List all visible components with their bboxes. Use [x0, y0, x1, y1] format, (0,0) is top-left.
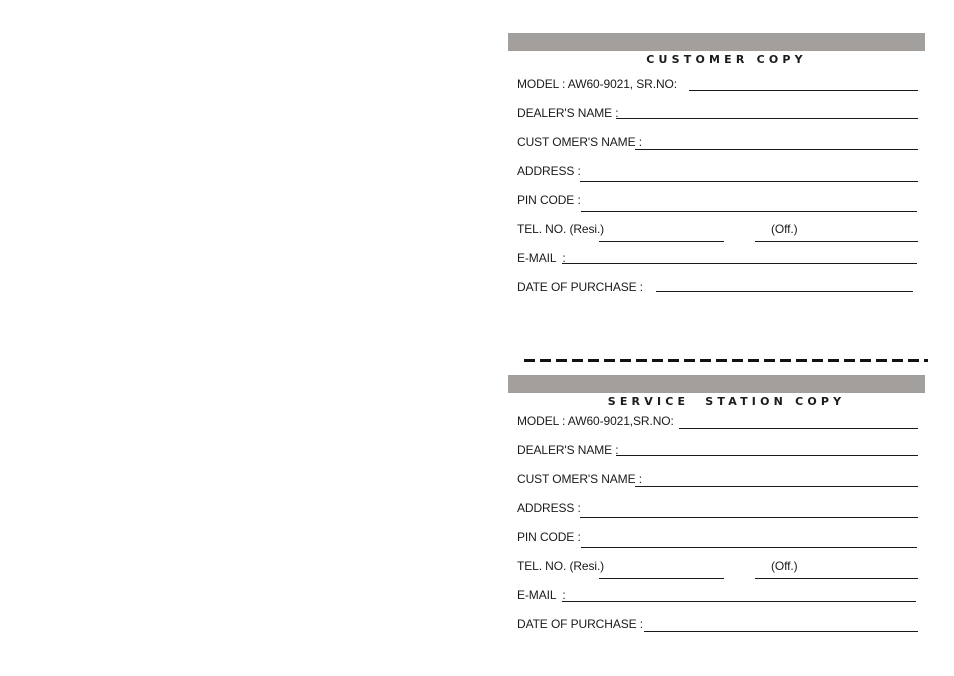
customer-name-row — [517, 134, 919, 150]
service-station-copy-banner — [508, 375, 925, 408]
customer-date-label: DATE OF PURCHASE : — [517, 280, 643, 294]
customer-pin-row — [517, 192, 919, 208]
service-email-row — [517, 587, 919, 603]
service-email-label: E-MAIL : — [517, 588, 566, 602]
customer-address-row — [517, 163, 919, 179]
customer-name-line[interactable] — [635, 149, 918, 150]
customer-tel-label: TEL. NO. (Resi.) — [517, 222, 605, 236]
service-customer-name-line[interactable] — [635, 486, 918, 487]
service-address-label: ADDRESS : — [517, 501, 581, 515]
service-pin-row — [517, 529, 919, 545]
service-tel-label: TEL. NO. (Resi.) — [517, 559, 605, 573]
service-date-label: DATE OF PURCHASE : — [517, 617, 643, 631]
customer-off-label: (Off.) — [771, 222, 798, 236]
customer-model-label: MODEL : AW60-9021, SR.NO: — [517, 77, 677, 91]
customer-tel-resi-line[interactable] — [599, 241, 724, 242]
customer-serial-number-line[interactable] — [689, 90, 918, 91]
service-dealer-row — [517, 442, 919, 458]
customer-date-row — [517, 279, 919, 295]
service-date-of-purchase-line[interactable] — [644, 631, 918, 632]
service-dealer-label: DEALER'S NAME : — [517, 443, 619, 457]
service-model-row — [517, 413, 919, 429]
customer-email-label: E-MAIL : — [517, 251, 566, 265]
customer-copy-heading: CUSTOMER COPY — [646, 53, 807, 66]
customer-model-row — [517, 76, 919, 92]
service-dealer-name-line[interactable] — [616, 455, 918, 456]
service-name-row — [517, 471, 919, 487]
customer-email-row — [517, 250, 919, 266]
customer-address-line[interactable] — [580, 181, 918, 182]
customer-date-of-purchase-line[interactable] — [656, 291, 913, 292]
customer-dealer-name-line[interactable] — [616, 118, 918, 119]
service-tel-resi-line[interactable] — [599, 578, 724, 579]
service-address-line[interactable] — [580, 517, 918, 518]
customer-address-label: ADDRESS : — [517, 164, 581, 178]
customer-name-label: CUST OMER'S NAME : — [517, 135, 642, 149]
customer-dealer-label: DEALER'S NAME : — [517, 106, 619, 120]
service-tel-off-line[interactable] — [755, 578, 918, 579]
service-model-label: MODEL : AW60-9021,SR.NO: — [517, 414, 674, 428]
dashed-cut-line — [524, 359, 928, 362]
service-date-row — [517, 616, 919, 632]
customer-pin-code-line[interactable] — [581, 211, 917, 212]
customer-pin-label: PIN CODE : — [517, 193, 581, 207]
service-email-line[interactable] — [562, 601, 916, 602]
customer-email-line[interactable] — [562, 263, 917, 264]
service-address-row — [517, 500, 919, 516]
service-off-label: (Off.) — [771, 559, 798, 573]
customer-tel-row — [517, 221, 919, 237]
service-tel-row — [517, 558, 919, 574]
service-pin-code-line[interactable] — [581, 547, 917, 548]
customer-tel-off-line[interactable] — [755, 241, 918, 242]
service-pin-label: PIN CODE : — [517, 530, 581, 544]
service-serial-number-line[interactable] — [679, 428, 918, 429]
service-name-label: CUST OMER'S NAME : — [517, 472, 642, 486]
customer-copy-banner — [508, 33, 925, 66]
service-station-copy-heading: SERVICE STATION COPY — [607, 395, 846, 408]
customer-dealer-row — [517, 105, 919, 121]
